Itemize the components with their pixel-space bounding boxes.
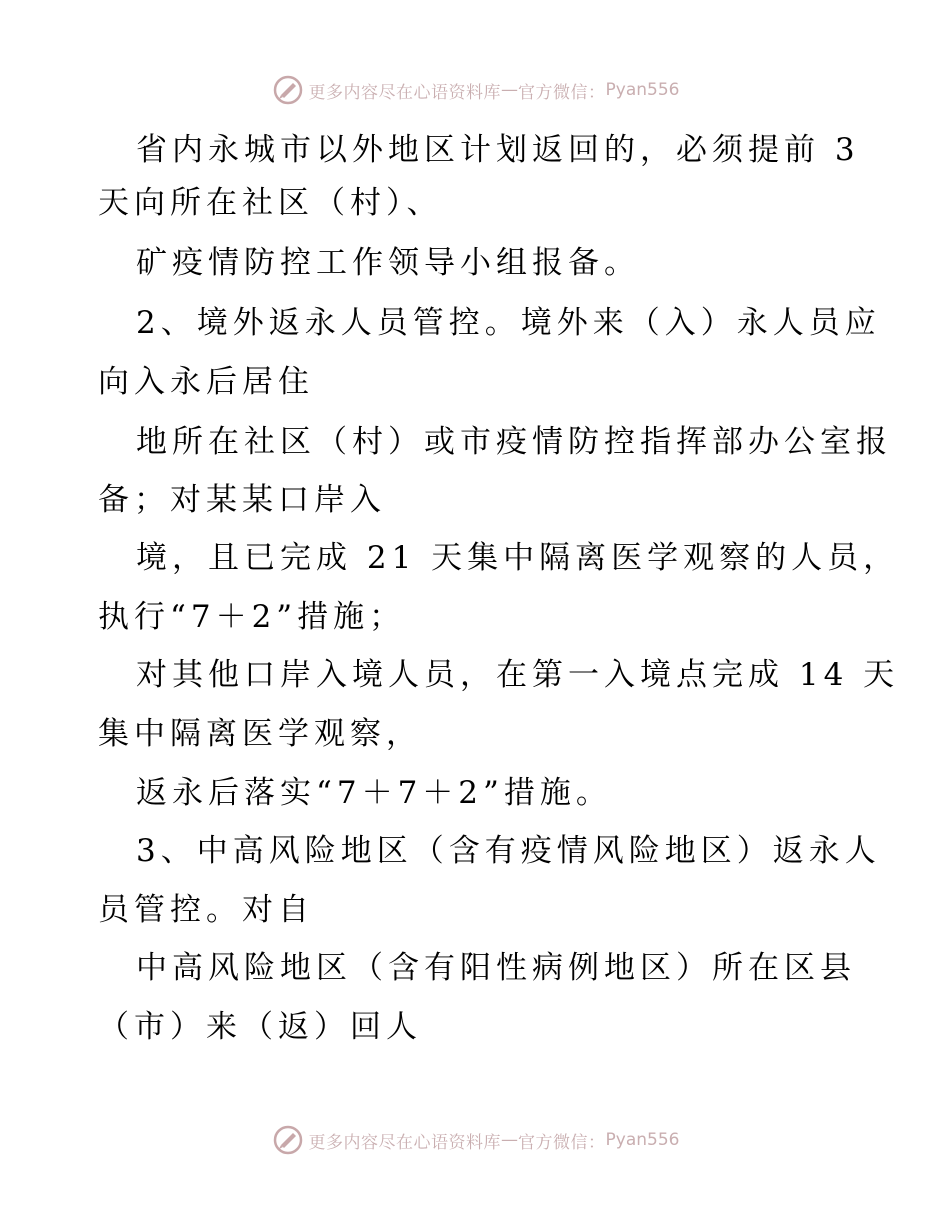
body-line: 执行“7＋2”措施； [98,599,406,635]
watermark-text: 更多内容尽在心语资料库 [308,1132,502,1153]
watermark-header [0,72,950,108]
body-line: 境，且已完成 21 天集中隔离医学观察的人员， [136,540,900,576]
body-line: 地所在社区（村）或市疫情防控指挥部办公室报 [136,424,892,460]
watermark-label: 官方微信： [518,1132,606,1153]
watermark-text: 更多内容尽在心语资料库 [308,82,502,103]
watermark-separator: — [501,80,519,100]
body-line: 2、境外返永人员管控。境外来（入）永人员应 [136,305,881,341]
watermark-footer [0,1122,950,1158]
watermark-label: 官方微信： [518,82,606,103]
body-line: 中高风险地区（含有阳性病例地区）所在区县 [136,950,856,986]
body-line: 对其他口岸入境人员，在第一入境点完成 14 天 [136,657,900,693]
body-line: 3、中高风险地区（含有疫情风险地区）返永人 [136,833,881,869]
body-line: 矿疫情防控工作领导小组报备。 [136,245,640,281]
body-line: 员管控。对自 [98,892,314,928]
body-line: 备；对某某口岸入 [98,482,386,518]
body-line: 集中隔离医学观察， [98,716,422,752]
body-line: 省内永城市以外地区计划返回的，必须提前 3 [136,132,860,168]
watermark-separator: — [501,1130,519,1150]
body-line: 天向所在社区（村）、 [98,185,443,221]
watermark-account: Pyan556 [605,1130,680,1150]
brand-logo-icon [271,73,305,107]
watermark-account: Pyan556 [605,80,680,100]
body-line: 返永后落实“7＋7＋2”措施。 [136,775,612,811]
body-line: （市）来（返）回人 [98,1009,422,1045]
brand-logo-icon [271,1123,305,1157]
body-line: 向入永后居住 [98,364,314,400]
